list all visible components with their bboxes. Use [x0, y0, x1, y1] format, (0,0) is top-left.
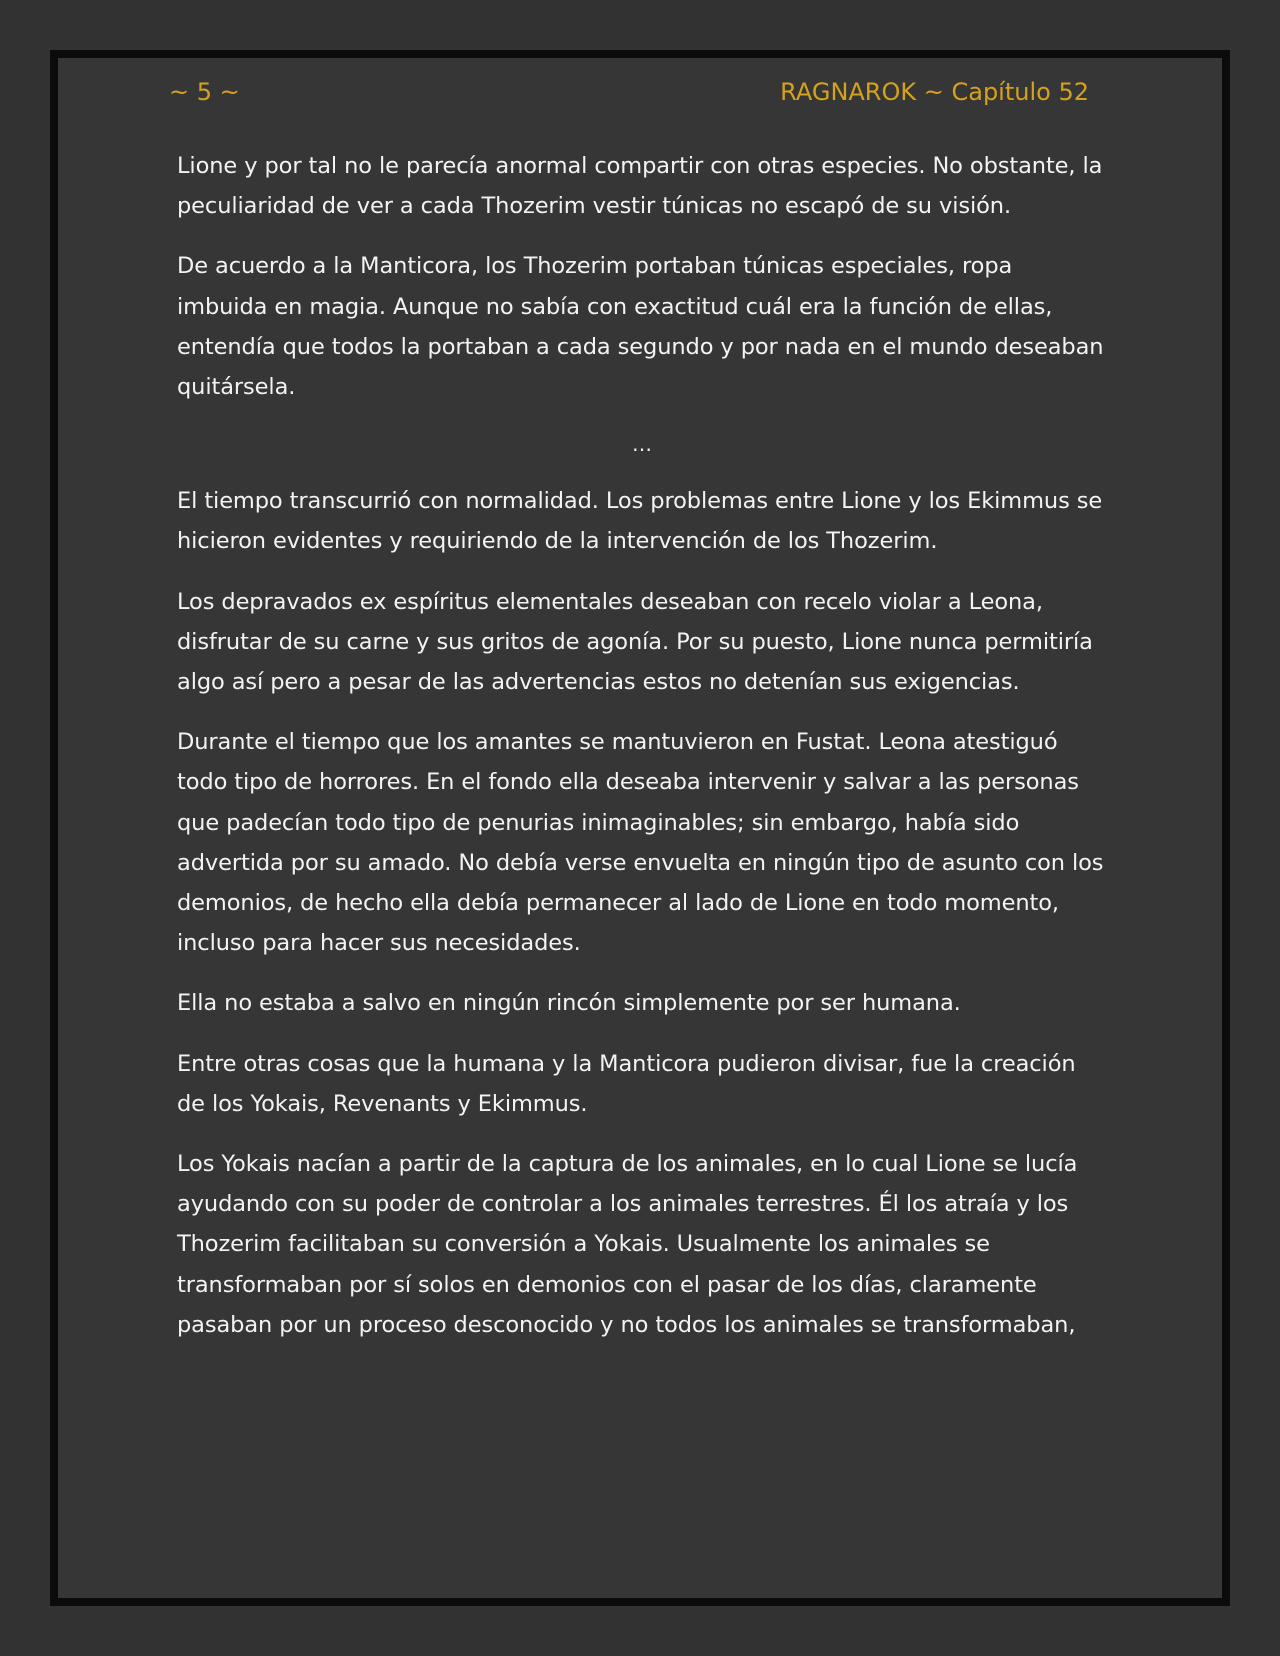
page-header	[169, 74, 1089, 110]
paragraph: Los Yokais nacían a partir de la captura de los animales, en lo cual Lione se lucía ayudando con su poder de controlar a los animales terrestres. Él los atraía y los Thozerim facilitaban su conversión a Yokais. Usualmente los animales se transformaban por sí solos en demonios con el pasar de los días, claramente pasaban por un proceso desconocido y no todos los animales se transformaban,	[177, 1151, 1078, 1338]
page-body	[177, 146, 1107, 1365]
paragraph: El tiempo transcurrió con normalidad. Los problemas entre Lione y los Ekimmus se hicieron evidentes y requiriendo de la intervención de los Thozerim.	[177, 488, 1103, 555]
paragraph: Lione y por tal no le parecía anormal compartir con otras especies. No obstante, la peculiaridad de ver a cada Thozerim vestir túnicas no escapó de su visión.	[177, 153, 1103, 220]
paragraph: Ella no estaba a salvo en ningún rincón simplemente por ser humana.	[177, 990, 961, 1017]
paragraph: Durante el tiempo que los amantes se mantuvieron en Fustat. Leona atestiguó todo tipo de horrores. En el fondo ella deseaba intervenir y salvar a las personas que padecían todo tipo de penurias inimaginables; sin embargo, había sido advertida por su amado. No debía verse envuelta en ningún tipo de asunto con los demonios, de hecho ella debía permanecer al lado de Lione en todo momento, incluso para hacer sus necesidades.	[177, 729, 1104, 957]
paragraph: Los depravados ex espíritus elementales deseaban con recelo violar a Leona, disfrutar de su carne y sus gritos de agonía. Por su puesto, Lione nunca permitiría algo así pero a pesar de las advertencias estos no detenían sus exigencias.	[177, 588, 1093, 696]
paragraph: Entre otras cosas que la humana y la Manticora pudieron divisar, fue la creación de los Yokais, Revenants y Ekimmus.	[177, 1050, 1076, 1117]
page-number: ~ 5 ~	[169, 78, 240, 106]
book-title: RAGNAROK ~ Capítulo 52	[780, 78, 1089, 106]
section-separator: …	[632, 432, 652, 457]
paragraph: De acuerdo a la Manticora, los Thozerim portaban túnicas especiales, ropa imbuida en magia. Aunque no sabía con exactitud cuál era la función de ellas, entendía que todos la portaban a cada segundo y por nada en el mundo deseaban quitársela.	[177, 253, 1104, 401]
